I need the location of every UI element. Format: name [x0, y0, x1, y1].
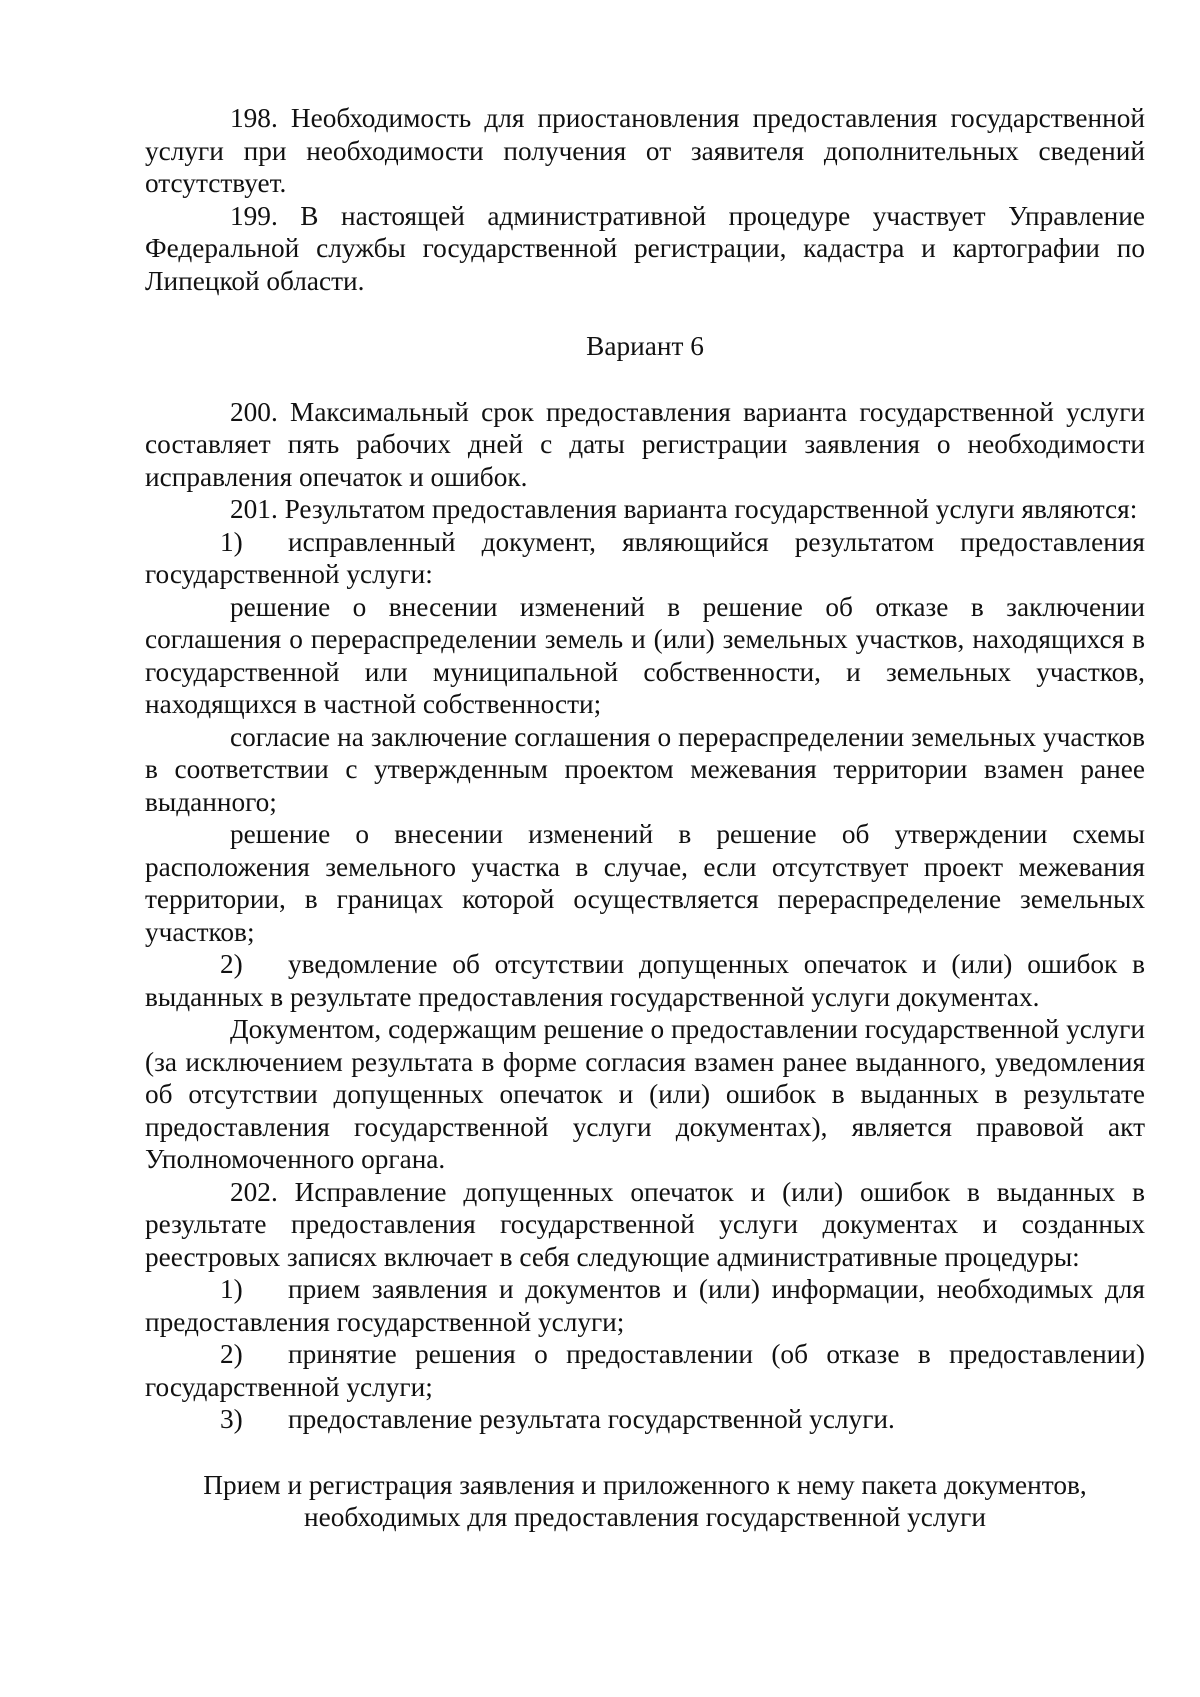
- spacer: [145, 297, 1145, 330]
- spacer: [145, 1436, 1145, 1469]
- list-item-number: 1): [220, 1274, 243, 1304]
- list-item-number: 3): [220, 1404, 243, 1434]
- paragraph-199: 199. В настоящей административной процедуре участвует Управление Федеральной службы государственной регистрации, кадастра и картографии по Липецкой области.: [145, 200, 1145, 296]
- list-item-number: 1): [220, 526, 243, 557]
- document-paragraph: Документом, содержащим решение о предоставлении государственной услуги (за исключением результата в форме согласия взамен ранее выданного, уведомления об отсутствии допущенных опечаток и (или) ошибок в выданных в результате предоставления государственной услуги документах), является правовой акт Уполномоченного органа.: [145, 1014, 1145, 1174]
- paragraph-201: 201. Результатом предоставления варианта государственной услуги являются:: [230, 494, 1138, 524]
- list-item: [145, 1338, 1145, 1403]
- variant-heading: Вариант 6: [586, 331, 704, 361]
- sub-paragraph: решение о внесении изменений в решение об отказе в заключении соглашения о перераспределении земель и (или) земельных участков, находящихся в государственной или муниципальной собственности, и земельных участков, находящихся в частной собственности;: [145, 591, 1145, 719]
- list-item: [145, 1403, 1145, 1436]
- section-heading-line: Прием и регистрация заявления и приложенного к нему пакета документов,: [203, 1469, 1087, 1500]
- list-item-number: 2): [220, 1339, 243, 1369]
- document-page: [145, 102, 1145, 1534]
- list-item: [145, 526, 1145, 591]
- paragraph-200: 200. Максимальный срок предоставления варианта государственной услуги составляет пять рабочих дней с даты регистрации заявления о необходимости исправления опечаток и ошибок.: [145, 396, 1145, 492]
- list-item: [145, 1273, 1145, 1338]
- paragraph-202: 202. Исправление допущенных опечаток и (или) ошибок в выданных в результате предоставления государственной услуги документах и созданных реестровых записях включает в себя следующие административные процедуры:: [145, 1176, 1145, 1272]
- list-item-text: прием заявления и документов и (или) информации, необходимых для предоставления государственной услуги;: [145, 1274, 1145, 1337]
- sub-paragraph: согласие на заключение соглашения о перераспределении земельных участков в соответствии с утвержденным проектом межевания территории взамен ранее выданного;: [145, 721, 1145, 817]
- list-item-text: уведомление об отсутствии допущенных опечаток и (или) ошибок в выданных в результате предоставления государственной услуги документах.: [145, 949, 1145, 1012]
- list-item-text: исправленный документ, являющийся результатом предоставления государственной услуги:: [145, 526, 1145, 589]
- paragraph-198: 198. Необходимость для приостановления предоставления государственной услуги при необходимости получения от заявителя дополнительных сведений отсутствует.: [145, 103, 1145, 198]
- list-item: [145, 948, 1145, 1013]
- spacer: [145, 363, 1145, 396]
- list-item-text: предоставление результата государственной услуги.: [288, 1404, 895, 1434]
- section-heading-line: необходимых для предоставления государственной услуги: [304, 1502, 986, 1532]
- sub-paragraph: решение о внесении изменений в решение об утверждении схемы расположения земельного участка в случае, если отсутствует проект межевания территории, в границах которой осуществляется перераспределение земельных участков;: [145, 819, 1145, 947]
- list-item-text: принятие решения о предоставлении (об отказе в предоставлении) государственной услуги;: [145, 1339, 1145, 1402]
- list-item-number: 2): [220, 949, 243, 979]
